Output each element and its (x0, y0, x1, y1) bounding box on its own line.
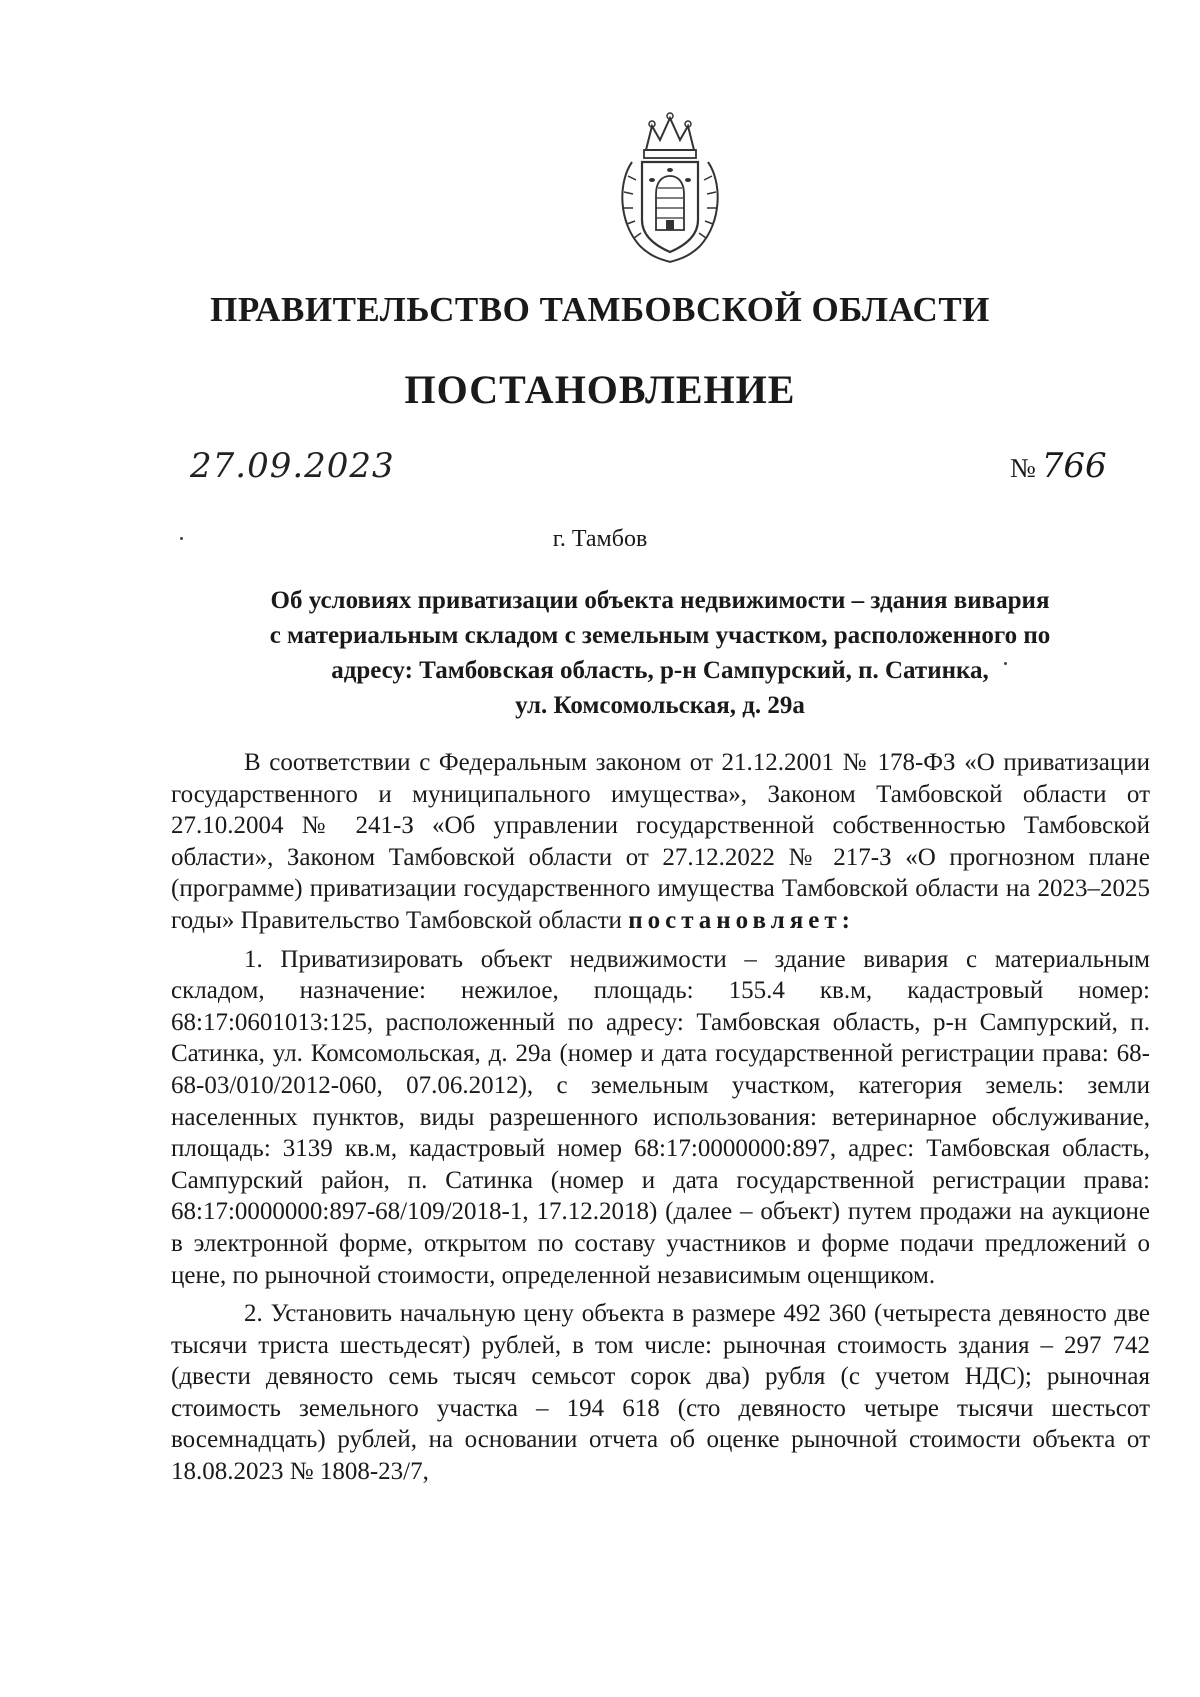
number-sign: № (1010, 453, 1036, 483)
document-subject (170, 583, 1150, 723)
city-label: г. Тамбов (552, 526, 648, 552)
document-number: 766 (1041, 446, 1107, 486)
resolves-word: постановляет: (628, 906, 855, 934)
subject-line: с материальным складом с земельным участком, расположенного по (269, 622, 1051, 649)
item-2-paragraph: 2. Установить начальную цену объекта в размере 492 360 (четыреста девяносто две тысячи триста шестьдесят) рублей, в том числе: рыночная стоимость здания – 297 742 (двести девяносто семь тысяч семьсот сорок два) рубля (с учетом НДС); рыночная стоимость земельного участка – 194 618 (сто девяносто четыре тысячи шестьсот восемнадцать) рублей, на основании отчета об оценке рыночной стоимости объекта от 18.08.2023 № 1808-23/7, (171, 1300, 1150, 1486)
subject-line: ул. Комсомольская, д. 29а (515, 692, 805, 719)
item-1-paragraph: 1. Приватизировать объект недвижимости – здание вивария с материальным складом, назначение: нежилое, площадь: 155.4 кв.м, кадастровый номер: 68:17:0601013:125, расположенный по адресу: Тамбовская область, р-н Сампурский, п. Сатинка, ул. Комсомольская, д. 29а (номер и дата государственной регистрации права: 68-68-03/010/2012-060, 07.06.2012), с земельным участком, категория земель: земли населенных пунктов, виды разрешенного использования: ветеринарное обслуживание, площадь: 3139 кв.м, кадастровый номер 68:17:0000000:897, адрес: Тамбовская область, Сампурский район, п. Сатинка (номер и дата государственной регистрации права: 68:17:0000000:897-68/109/2018-1, 17.12.2018) (далее – объект) путем продажи на аукционе в электронной форме, открытом по составу участников и форме подачи предложений о цене, по рыночной стоимости, определенной независимым оценщиком. (171, 945, 1150, 1289)
scan-speck (1004, 662, 1007, 665)
government-title: ПРАВИТЕЛЬСТВО ТАМБОВСКОЙ ОБЛАСТИ (210, 290, 990, 329)
subject-line: Об условиях приватизации объекта недвижимости – здания вивария (270, 587, 1050, 614)
document-date: 27.09.2023 (190, 446, 395, 486)
document-body (171, 747, 1150, 1488)
coat-of-arms-emblem (612, 112, 728, 264)
subject-line: адресу: Тамбовская область, р-н Сампурский, п. Сатинка, (331, 657, 989, 684)
scan-speck (180, 537, 183, 540)
document-type: ПОСТАНОВЛЕНИЕ (404, 367, 796, 412)
preamble-paragraph (171, 747, 1150, 937)
preamble-text: В соответствии с Федеральным законом от 21.12.2001 № 178-ФЗ «О приватизации государственного и муниципального имущества», Законом Тамбовской области от 27.10.2004 № 241-З «Об управлении государственной собственностью Тамбовской области», Законом Тамбовской области от 27.12.2022 № 217-З «О прогнозном плане (программе) приватизации государственного имущества Тамбовской области на 2023–2025 годы» Правительство Тамбовской области (171, 749, 1150, 934)
document-number-block (1010, 446, 1107, 486)
